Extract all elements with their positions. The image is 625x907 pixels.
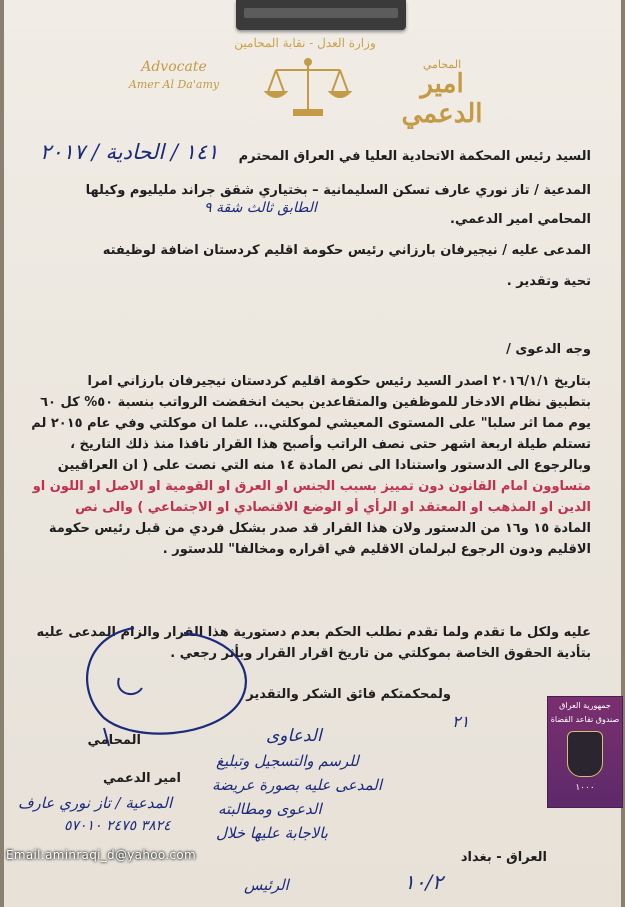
scales-of-justice-icon xyxy=(262,56,354,118)
closing-line: ولمحكمتكم فائق الشكر والتقدير xyxy=(246,687,451,702)
handwritten-circle-mark xyxy=(64,618,264,748)
handwritten-date: ١٠/٢ xyxy=(404,870,443,894)
letterhead-ar-title: المحامي xyxy=(422,58,462,71)
email-watermark: Email:aminraqi_d@yahoo.com xyxy=(6,848,196,862)
signature-name: امير الدعمي xyxy=(102,771,181,786)
location-footer: العراق - بغداد xyxy=(460,850,547,865)
stamp-emblem-icon xyxy=(567,731,603,777)
handwritten-plaintiff-note: الطابق ثالث شقة ٩ xyxy=(204,200,317,216)
revenue-stamp xyxy=(547,696,623,808)
defendant-line: المدعى عليه / نيجيرفان بارزاني رئيس حكومة اقليم كردستان اضافة لوظيفته xyxy=(102,243,591,258)
body-line: بتاريخ ٢٠١٦/١/١ اصدر السيد رئيس حكومة اقليم كردستان نيجيرفان بارزاني امرا xyxy=(87,374,591,389)
request-line: بتأدية الحقوق الخاصة بموكلتي من تاريخ اقرار القرار وبأثر رجعي . xyxy=(170,646,591,661)
body-line: يوم مما اثر سلبا" على المستوى المعيشي لموكلتي... علما ان موكلتي وفي عام ٢٠١٥ لم xyxy=(31,416,591,431)
request-line: عليه ولكل ما تقدم ولما تقدم نطلب الحكم بعدم دستورية هذا القرار والزام المدعى عليه xyxy=(36,625,591,640)
plaintiff-line: المدعية / تاز نوري عارف تسكن السليمانية – بختياري شقق جراند مليليوم وكيلها xyxy=(85,183,591,198)
letterhead-ribbon: وزارة العدل - نقابة المحامين xyxy=(234,36,376,50)
handwritten-note-5: بالاجابة عليها خلال xyxy=(216,824,328,842)
greeting: تحية وتقدير . xyxy=(506,274,591,289)
clipboard-clip xyxy=(236,0,406,30)
document-page xyxy=(4,0,621,907)
body-line-highlighted: الدين او المذهب او المعتقد او الرأي أو الوضع الاقتصادي او الاجتماعي ) والى نص xyxy=(75,500,591,515)
case-heading: وجه الدعوى / xyxy=(506,342,591,357)
letterhead-ar-name: امير الدعمي xyxy=(401,69,483,129)
stamp-line-2: صندوق تقاعد القضاة xyxy=(550,715,620,724)
case-body xyxy=(24,371,591,560)
letterhead-en-title: Advocate xyxy=(141,59,207,75)
body-line: بتطبيق نظام الادخار للموظفين والمتقاعدين بحيث انخفضت الرواتب بنسبة ٥٠% كل ٦٠ xyxy=(40,395,591,410)
body-line-highlighted: متساوون امام القانون دون تمييز بسبب الجنس او العرق او القومية او الاصل او اللون او xyxy=(32,479,591,494)
lawyer-line: المحامي امير الدعمي. xyxy=(450,212,591,227)
stamp-line-1: جمهورية العراق xyxy=(559,701,611,710)
body-line: الاقليم ودون الرجوع لبرلمان الاقليم في اقراره ومخالفا" للدستور . xyxy=(162,542,591,557)
stamp-value: ١٠٠٠ xyxy=(575,783,595,793)
handwritten-judge: الرئيس xyxy=(244,876,289,894)
body-line: وبالرجوع الى الدستور واستنادا الى نص المادة ١٤ منه التي نصت على ( ان العراقيين xyxy=(57,458,591,473)
handwritten-note-1: الدعاوى xyxy=(266,726,322,746)
handwritten-client: المدعية / تاز نوري عارف xyxy=(18,794,173,812)
handwritten-number: ٢١ xyxy=(452,712,470,731)
addressee: السيد رئيس المحكمة الاتحادية العليا في العراق المحترم xyxy=(238,149,591,164)
handwritten-note-3: المدعى عليه بصورة عريضة xyxy=(212,776,383,794)
signature-title: المحامي xyxy=(87,733,141,748)
letterhead-english xyxy=(114,58,234,94)
handwritten-note-2: للرسم والتسجيل وتبليغ xyxy=(216,752,359,770)
letterhead-arabic xyxy=(382,58,502,129)
handwritten-reference: ١٤١ / الحادية / ٢٠١٧ xyxy=(40,140,219,164)
body-line: تستلم طيلة اربعة اشهر حتى نصف الراتب وأصبح هذا القرار نافذا منذ ذلك التاريخ ، xyxy=(70,437,591,452)
body-line: المادة ١٥ و١٦ من الدستور ولان هذا القرار قد صدر بشكل فردي من قبل رئيس حكومة xyxy=(48,521,591,536)
handwritten-note-4: الدعوى ومطالبته xyxy=(218,800,322,818)
letterhead-en-name: Amer Al Da'amy xyxy=(128,78,220,91)
handwritten-phone: ٣٨٢٤ ٢٤٧٥ ٥٧٠١٠ xyxy=(64,818,171,834)
